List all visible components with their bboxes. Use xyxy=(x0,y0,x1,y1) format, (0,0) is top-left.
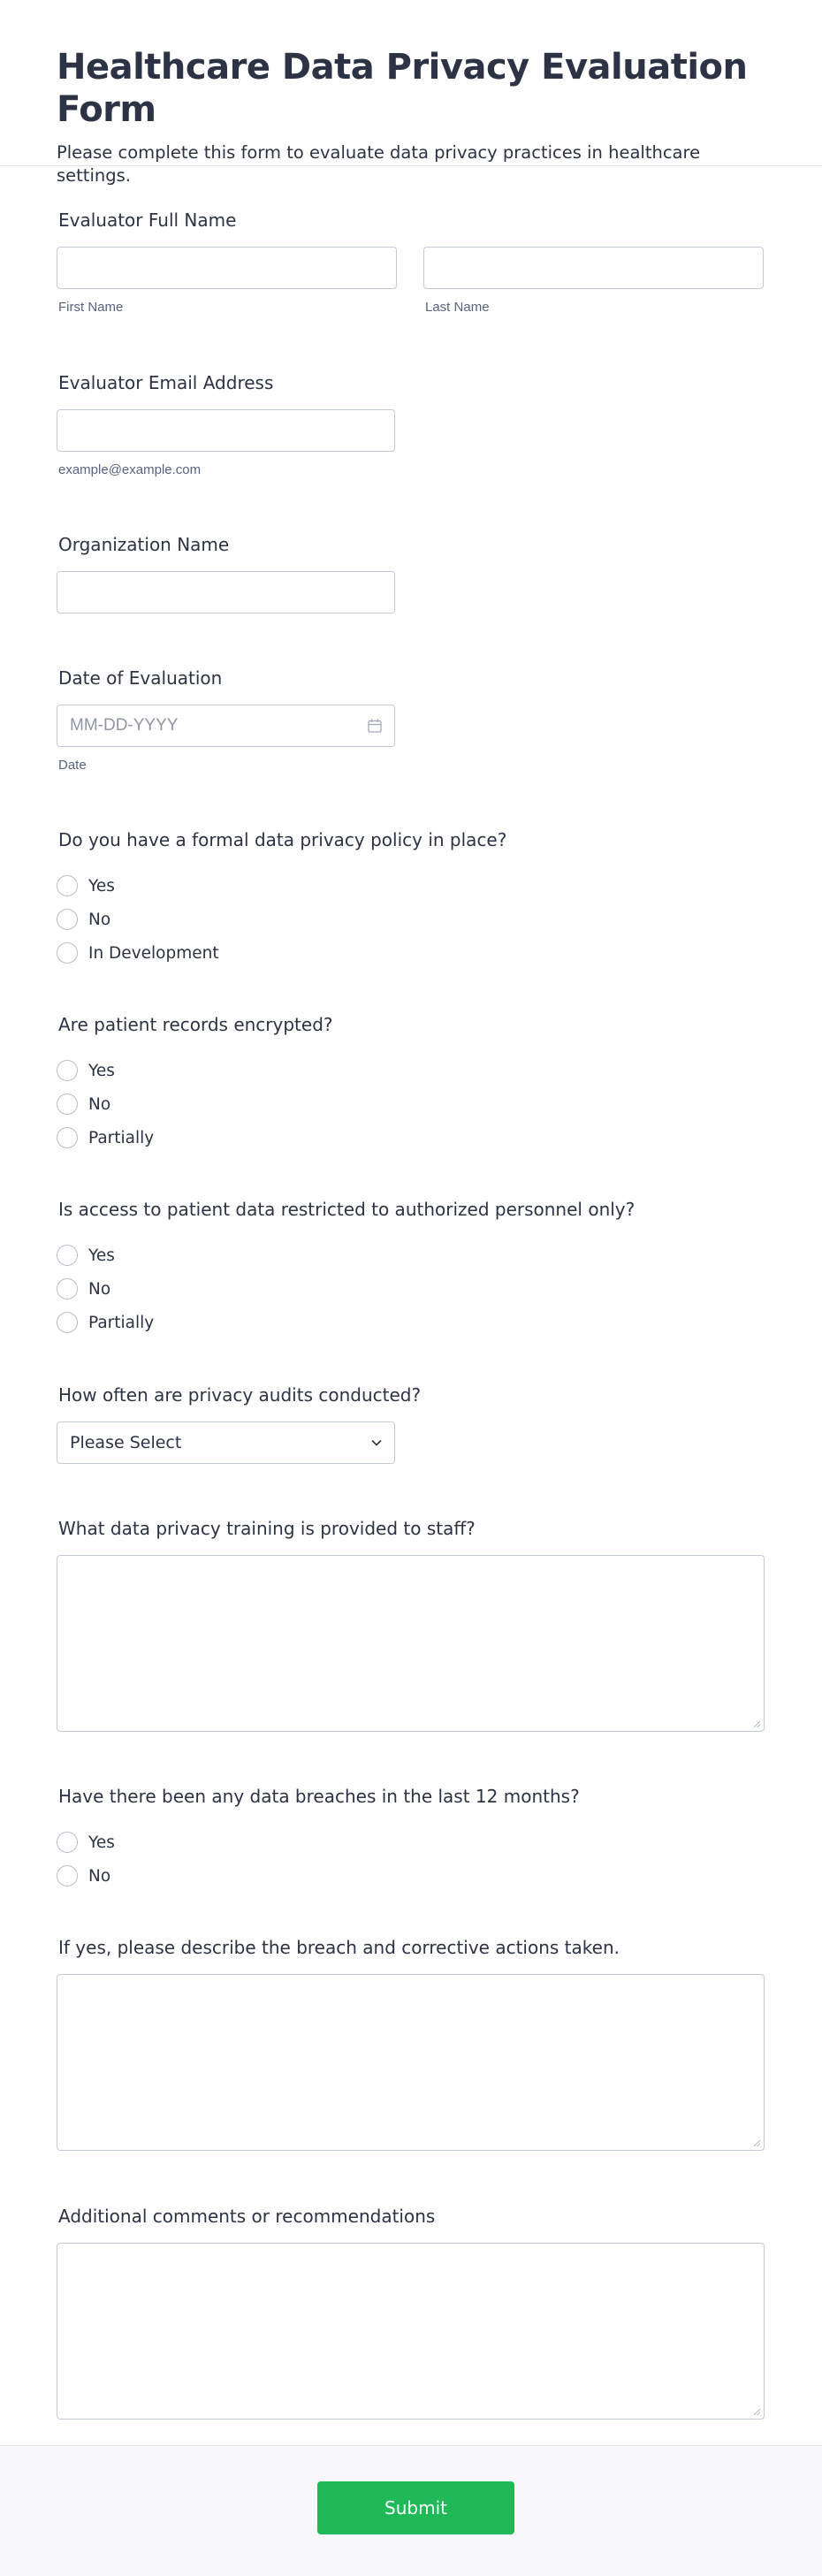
last-name-sublabel: Last Name xyxy=(425,300,490,315)
form-title: Healthcare Data Privacy Evaluation Form xyxy=(57,47,748,130)
audit-frequency-selected-value[interactable]: Please Select xyxy=(57,1421,395,1464)
privacy-policy-option-yes[interactable]: Yes xyxy=(57,869,506,903)
privacy-policy-option-no[interactable]: No xyxy=(57,903,506,936)
breach-description-textarea[interactable] xyxy=(57,1974,765,2151)
form-footer xyxy=(0,2445,822,2576)
privacy-policy-option-in-development[interactable]: In Development xyxy=(57,936,506,970)
access-restricted-option-yes[interactable]: Yes xyxy=(57,1238,635,1272)
first-name-sublabel: First Name xyxy=(58,300,124,315)
evaluation-date-label: Date of Evaluation xyxy=(58,667,223,689)
training-textarea[interactable] xyxy=(57,1555,765,1732)
date-input[interactable] xyxy=(57,705,395,747)
breaches-label: Have there been any data breaches in the last 12 months? xyxy=(58,1786,580,1807)
date-sublabel: Date xyxy=(58,758,87,773)
organization-field xyxy=(57,533,395,614)
comments-textarea[interactable] xyxy=(57,2243,765,2420)
training-field xyxy=(57,1517,765,1732)
breaches-option-no[interactable]: No xyxy=(57,1859,580,1893)
resize-handle-icon[interactable] xyxy=(752,1719,761,1728)
evaluator-name-label: Evaluator Full Name xyxy=(58,210,237,231)
first-name-input[interactable] xyxy=(57,247,397,289)
form-header xyxy=(0,0,822,186)
email-input[interactable] xyxy=(57,409,395,452)
access-restricted-field xyxy=(57,1198,635,1339)
breach-description-label: If yes, please describe the breach and corrective actions taken. xyxy=(58,1937,620,1958)
records-encrypted-option-yes[interactable]: Yes xyxy=(57,1054,333,1087)
organization-input[interactable] xyxy=(57,571,395,614)
radio-button[interactable] xyxy=(57,1245,78,1266)
records-encrypted-option-no[interactable]: No xyxy=(57,1087,333,1121)
breaches-field xyxy=(57,1785,580,1893)
privacy-policy-field xyxy=(57,828,506,970)
radio-button[interactable] xyxy=(57,1832,78,1853)
radio-button[interactable] xyxy=(57,1060,78,1081)
audit-frequency-field xyxy=(57,1383,421,1464)
evaluator-email-label: Evaluator Email Address xyxy=(58,372,274,393)
radio-button[interactable] xyxy=(57,1865,78,1886)
breach-description-field xyxy=(57,1936,765,2151)
records-encrypted-field xyxy=(57,1013,333,1155)
access-restricted-option-partially[interactable]: Partially xyxy=(57,1306,635,1339)
resize-handle-icon[interactable] xyxy=(752,2138,761,2147)
training-label: What data privacy training is provided to staff? xyxy=(58,1518,476,1539)
evaluator-name-field xyxy=(57,209,764,315)
evaluation-date-field xyxy=(57,667,395,773)
resize-handle-icon[interactable] xyxy=(752,2407,761,2416)
radio-button[interactable] xyxy=(57,942,78,964)
radio-button[interactable] xyxy=(57,1312,78,1333)
breaches-option-yes[interactable]: Yes xyxy=(57,1825,580,1859)
email-sublabel: example@example.com xyxy=(58,462,202,477)
audit-frequency-select[interactable] xyxy=(57,1421,395,1464)
radio-button[interactable] xyxy=(57,875,78,896)
radio-button[interactable] xyxy=(57,909,78,930)
radio-button[interactable] xyxy=(57,1278,78,1299)
submit-button[interactable]: Submit xyxy=(317,2481,514,2534)
organization-label: Organization Name xyxy=(58,534,230,555)
radio-button[interactable] xyxy=(57,1094,78,1115)
comments-field xyxy=(57,2205,765,2420)
comments-label: Additional comments or recommendations xyxy=(58,2206,436,2227)
audit-frequency-label: How often are privacy audits conducted? xyxy=(58,1384,422,1406)
evaluator-email-field xyxy=(57,371,395,477)
chevron-down-icon[interactable] xyxy=(369,1435,384,1451)
form-subtitle: Please complete this form to evaluate data privacy practices in healthcare settings. xyxy=(57,142,701,186)
access-restricted-option-no[interactable]: No xyxy=(57,1272,635,1306)
records-encrypted-option-partially[interactable]: Partially xyxy=(57,1121,333,1155)
access-restricted-label: Is access to patient data restricted to authorized personnel only? xyxy=(58,1199,636,1220)
privacy-policy-label: Do you have a formal data privacy policy in place? xyxy=(58,829,507,850)
last-name-input[interactable] xyxy=(423,247,764,289)
calendar-icon[interactable] xyxy=(367,718,383,734)
records-encrypted-label: Are patient records encrypted? xyxy=(58,1014,333,1035)
radio-button[interactable] xyxy=(57,1127,78,1148)
